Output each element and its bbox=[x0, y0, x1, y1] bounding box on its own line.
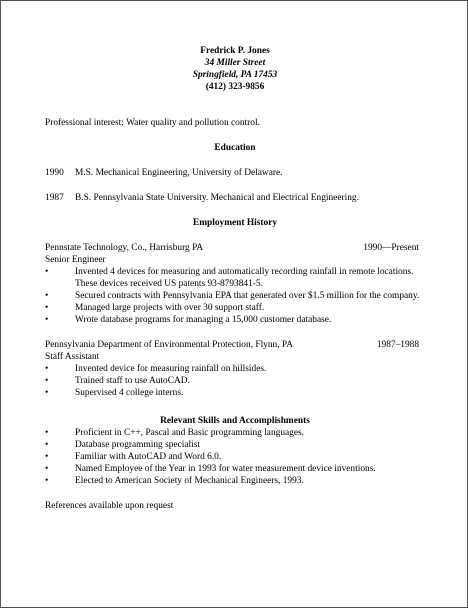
bullet-glyph: • bbox=[45, 452, 49, 462]
job-bullets bbox=[45, 266, 425, 326]
bullet-glyph: • bbox=[45, 364, 49, 374]
bullet-glyph: • bbox=[45, 428, 49, 438]
references-note: References available upon request bbox=[45, 501, 174, 511]
education-year: 1990 bbox=[45, 168, 64, 178]
list-item: • Supervised 4 college interns. bbox=[45, 388, 184, 398]
bullet-glyph: • bbox=[45, 291, 49, 301]
phone-number: (412) 323-9856 bbox=[205, 82, 265, 92]
education-desc: M.S. Mechanical Engineering, University of Delaware. bbox=[75, 168, 283, 178]
contact-header bbox=[45, 45, 425, 93]
job-role: Senior Engineer bbox=[45, 255, 106, 265]
job-employer: Pennsylvania Department of Environmental Protection, Flynn, PA bbox=[45, 340, 294, 350]
education-entry bbox=[45, 167, 425, 179]
street-address: 34 Miller Street bbox=[204, 58, 266, 68]
job-bullets bbox=[45, 363, 425, 399]
list-item: • Invented device for measuring rainfall on hillsides. bbox=[45, 364, 267, 374]
bullet-glyph: • bbox=[45, 267, 49, 277]
bullet-glyph: • bbox=[45, 303, 49, 313]
list-item: • Familiar with AutoCAD and Word 6.0. bbox=[45, 452, 222, 462]
list-item: • Elected to American Society of Mechanical Engineers, 1993. bbox=[45, 476, 304, 486]
bullet-glyph: • bbox=[45, 464, 49, 474]
employment-title: Employment History bbox=[192, 218, 278, 228]
job-dates: 1987–1988 bbox=[376, 340, 419, 350]
applicant-name: Fredrick P. Jones bbox=[200, 46, 270, 56]
education-title: Education bbox=[214, 143, 256, 153]
job-employer: Pennstate Technology, Co., Harrisburg PA bbox=[45, 243, 204, 253]
professional-interest: Professional interest: Water quality and pollution control. bbox=[45, 118, 260, 128]
list-item: • Secured contracts with Pennsylvania EPA that generated over $1.5 million for the company. bbox=[45, 291, 420, 301]
skills-bullets bbox=[45, 427, 425, 487]
city-state-zip: Springfield, PA 17453 bbox=[192, 70, 278, 80]
job-header bbox=[45, 242, 425, 254]
list-item: • Database programming specialist bbox=[45, 440, 200, 450]
resume-content bbox=[45, 45, 425, 512]
bullet-glyph: • bbox=[45, 388, 49, 398]
job-role: Staff Assistant bbox=[45, 352, 100, 362]
education-desc: B.S. Pennsylvania State University. Mechanical and Electrical Engineering. bbox=[75, 193, 359, 203]
list-item: • Trained staff to use AutoCAD. bbox=[45, 376, 190, 386]
bullet-glyph: • bbox=[45, 476, 49, 486]
list-item: • Invented 4 devices for measuring and automatically recording rainfall in remote locations. These devices received US patents 93-8793841-5. bbox=[45, 267, 414, 289]
list-item: • Managed large projects with over 30 support staff. bbox=[45, 303, 265, 313]
skills-title: Relevant Skills and Accomplishments bbox=[160, 416, 310, 426]
education-year: 1987 bbox=[45, 193, 64, 203]
job-dates: 1990—Present bbox=[363, 243, 419, 253]
list-item: • Proficient in C++, Pascal and Basic programming languages. bbox=[45, 428, 305, 438]
bullet-glyph: • bbox=[45, 376, 49, 386]
list-item: • Wrote database programs for managing a 15,000 customer database. bbox=[45, 315, 332, 325]
education-entry bbox=[45, 192, 425, 204]
list-item: • Named Employee of the Year in 1993 for water measurement device inventions. bbox=[45, 464, 376, 474]
bullet-glyph: • bbox=[45, 315, 49, 325]
job-header bbox=[45, 339, 425, 351]
bullet-glyph: • bbox=[45, 440, 49, 450]
